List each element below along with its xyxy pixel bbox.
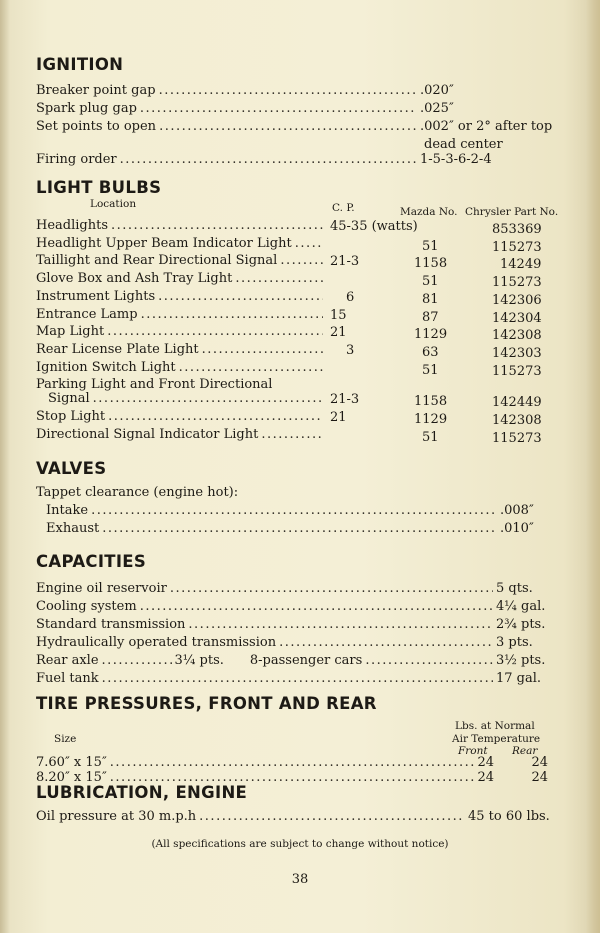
tire-column-header-front: Front <box>458 745 488 757</box>
bulb-location: Instrument Lights <box>36 288 156 304</box>
ignition-heading: IGNITION <box>36 55 124 74</box>
bulb-chrysler-part-number: 142449 <box>492 395 542 411</box>
bulb-chrysler-part-number: 142304 <box>492 310 542 326</box>
bulb-cp: 21-3 <box>330 254 360 270</box>
spec-label: Breaker point gap <box>36 83 156 98</box>
bulb-chrysler-part-number: 115273 <box>492 430 542 446</box>
leader-dots <box>140 599 493 615</box>
leader-dots <box>280 253 323 269</box>
leader-dots <box>140 101 417 117</box>
spec-value: 3¼ pts. <box>174 653 224 668</box>
spec-row-intake <box>46 503 560 519</box>
spec-row-engine-oil <box>36 581 560 597</box>
bulb-mazda-number: 1129 <box>414 412 448 427</box>
leader-dots <box>108 409 323 425</box>
bulb-chrysler-part-number: 142308 <box>492 413 542 428</box>
spec-row-fuel-tank <box>36 671 560 687</box>
leader-dots <box>107 324 323 340</box>
tire-size: 7.60″ x 15″ <box>36 755 107 770</box>
spec-value: 45 to 60 lbs. <box>468 809 550 824</box>
leader-dots <box>159 119 417 135</box>
spec-value: .020″ <box>420 83 454 98</box>
leader-dots <box>179 360 323 376</box>
spec-row-oil-pressure <box>36 809 560 825</box>
bulb-cp: 21-3 <box>330 392 360 408</box>
leader-dots <box>93 391 323 407</box>
spec-label: Exhaust <box>46 521 100 536</box>
bulb-location-continued: Signal <box>48 391 90 407</box>
valves-intro: Tappet clearance (engine hot): <box>36 485 239 500</box>
spec-label: Oil pressure at 30 m.p.h <box>36 809 197 824</box>
spec-label: Hydraulically operated transmission <box>36 635 277 650</box>
spec-row-exhaust <box>46 521 560 537</box>
spec-row-firing-order <box>36 152 560 168</box>
bulb-location: Glove Box and Ash Tray Light <box>36 271 233 287</box>
bulb-line <box>36 307 560 323</box>
bulb-chrysler-part-number: 115273 <box>492 239 542 255</box>
spec-value: 3 pts. <box>496 635 533 650</box>
leader-dots <box>202 342 323 358</box>
leader-dots <box>141 307 323 323</box>
bulb-location: Ignition Switch Light <box>36 359 176 375</box>
bulb-line <box>36 342 560 358</box>
spec-label: Cooling system <box>36 599 137 614</box>
bulb-location: Rear License Plate Light <box>36 341 199 357</box>
tire-front-pressure: 24 <box>477 755 494 770</box>
spec-value: 3½ pts. <box>496 653 546 668</box>
spec-value: .008″ <box>500 503 534 518</box>
bulb-line <box>36 324 560 343</box>
bulb-mazda-number: 1158 <box>414 256 448 272</box>
leader-dots <box>199 809 465 825</box>
column-header-mazda: Mazda No. <box>400 206 458 218</box>
spec-label: Spark plug gap <box>36 101 137 116</box>
bulb-mazda-number: 51 <box>422 362 439 378</box>
bulb-cp: 45-35 (watts) <box>330 219 418 234</box>
lubrication-heading: LUBRICATION, ENGINE <box>36 783 248 802</box>
column-header-chrysler: Chrysler Part No. <box>465 206 559 218</box>
column-header-cp: C. P. <box>332 202 355 214</box>
spec-value: .010″ <box>500 521 534 536</box>
leader-dots <box>170 581 493 597</box>
valves-heading: VALVES <box>36 459 107 478</box>
leader-dots <box>295 236 323 252</box>
spec-label: Fuel tank <box>36 671 99 686</box>
bulb-location: Map Light <box>36 324 105 340</box>
bulb-mazda-number: 1158 <box>414 394 448 410</box>
tire-pressures-heading: TIRE PRESSURES, FRONT AND REAR <box>36 694 377 713</box>
leader-dots <box>279 635 493 651</box>
bulb-line <box>36 289 560 305</box>
bulb-chrysler-part-number: 142303 <box>492 345 542 361</box>
spec-row-cooling <box>36 599 560 615</box>
leader-dots <box>102 521 497 537</box>
leader-dots <box>159 83 417 99</box>
bulb-chrysler-part-number: 853369 <box>492 222 542 237</box>
spec-value: .002″ or 2° after top <box>420 119 553 134</box>
leader-dots <box>91 503 497 519</box>
footnote: (All specifications are subject to change without notice) <box>151 838 449 850</box>
bulb-line <box>36 271 560 290</box>
leader-dots <box>261 427 323 443</box>
bulb-line <box>36 218 560 234</box>
bulb-chrysler-part-number: 14249 <box>500 257 542 273</box>
page-edge-right <box>586 0 600 933</box>
light-bulbs-heading: LIGHT BULBS <box>36 178 162 197</box>
page-edge-left <box>0 0 10 933</box>
bulb-line <box>36 236 560 252</box>
leader-dots <box>365 653 493 669</box>
spec-label: Rear axle <box>36 653 99 668</box>
bulb-cp: 21 <box>330 410 347 425</box>
bulb-location: Taillight and Rear Directional Signal <box>36 253 278 269</box>
bulb-location: Headlights <box>36 218 109 233</box>
bulb-cp: 3 <box>346 342 355 358</box>
page-number: 38 <box>291 872 309 887</box>
tire-size: 8.20″ x 15″ <box>36 770 107 785</box>
bulb-location: Entrance Lamp <box>36 306 138 322</box>
bulb-line <box>36 427 560 443</box>
bulb-cp: 6 <box>346 289 355 305</box>
leader-dots <box>102 671 493 687</box>
leader-dots <box>120 152 417 168</box>
bulb-line <box>36 391 560 410</box>
bulb-line <box>36 253 560 272</box>
tire-front-pressure: 24 <box>477 770 494 785</box>
bulb-cp: 21 <box>330 325 347 341</box>
spec-value-continued: dead center <box>424 137 503 152</box>
spec-row-rear-axle <box>36 653 560 669</box>
bulb-mazda-number: 81 <box>422 291 439 307</box>
leader-dots <box>102 653 172 669</box>
bulb-line <box>36 409 560 425</box>
bulb-chrysler-part-number: 115273 <box>492 275 542 291</box>
bulb-chrysler-part-number: 142308 <box>492 328 542 344</box>
tire-row-760 <box>36 755 548 771</box>
bulb-cp: 15 <box>330 307 347 323</box>
spec-label: Intake <box>46 503 89 518</box>
tire-rear-pressure: 24 <box>531 770 548 785</box>
spec-value: .025″ <box>420 101 454 116</box>
tire-column-header-line2: Air Temperature <box>452 733 541 745</box>
tire-column-header-line1: Lbs. at Normal <box>455 720 535 732</box>
bulb-location: Parking Light and Front Directional <box>36 377 273 393</box>
tire-column-header-rear: Rear <box>512 745 538 757</box>
spec-label-8-passenger: 8-passenger cars <box>249 653 363 668</box>
column-header-location: Location <box>90 198 137 210</box>
spec-row-breaker-gap <box>36 83 560 99</box>
leader-dots <box>158 289 323 305</box>
bulb-chrysler-part-number: 115273 <box>492 363 542 379</box>
spec-row-set-points <box>36 119 560 135</box>
spec-label: Engine oil reservoir <box>36 581 167 596</box>
spec-value: 1-5-3-6-2-4 <box>420 152 492 167</box>
bulb-location: Stop Light <box>36 409 106 424</box>
leader-dots <box>235 271 323 287</box>
bulb-location: Headlight Upper Beam Indicator Light <box>36 235 292 251</box>
bulb-mazda-number: 51 <box>422 429 439 445</box>
bulb-mazda-number: 51 <box>422 274 439 290</box>
spec-value: 4¼ gal. <box>496 599 546 614</box>
spec-row-hydraulic-transmission <box>36 635 560 651</box>
bulb-chrysler-part-number: 142306 <box>492 292 542 308</box>
bulb-location: Directional Signal Indicator Light <box>36 426 259 442</box>
capacities-heading: CAPACITIES <box>36 552 147 571</box>
tire-rear-pressure: 24 <box>531 755 548 770</box>
spec-value: 17 gal. <box>496 671 542 686</box>
spec-row-spark-gap <box>36 101 560 117</box>
leader-dots <box>110 755 475 771</box>
bulb-mazda-number: 51 <box>422 238 439 254</box>
leader-dots <box>188 617 493 633</box>
bulb-mazda-number: 1129 <box>414 327 448 343</box>
leader-dots <box>111 218 323 234</box>
bulb-mazda-number: 87 <box>422 309 439 325</box>
spec-row-standard-transmission <box>36 617 560 633</box>
spec-label: Firing order <box>36 152 117 167</box>
bulb-line <box>36 360 560 376</box>
spec-value: 2¾ pts. <box>496 617 546 632</box>
spec-value: 5 qts. <box>496 581 533 596</box>
spec-label: Standard transmission <box>36 617 186 632</box>
tire-column-header-size: Size <box>54 733 77 745</box>
spec-label: Set points to open <box>36 119 157 134</box>
bulb-mazda-number: 63 <box>422 344 439 360</box>
